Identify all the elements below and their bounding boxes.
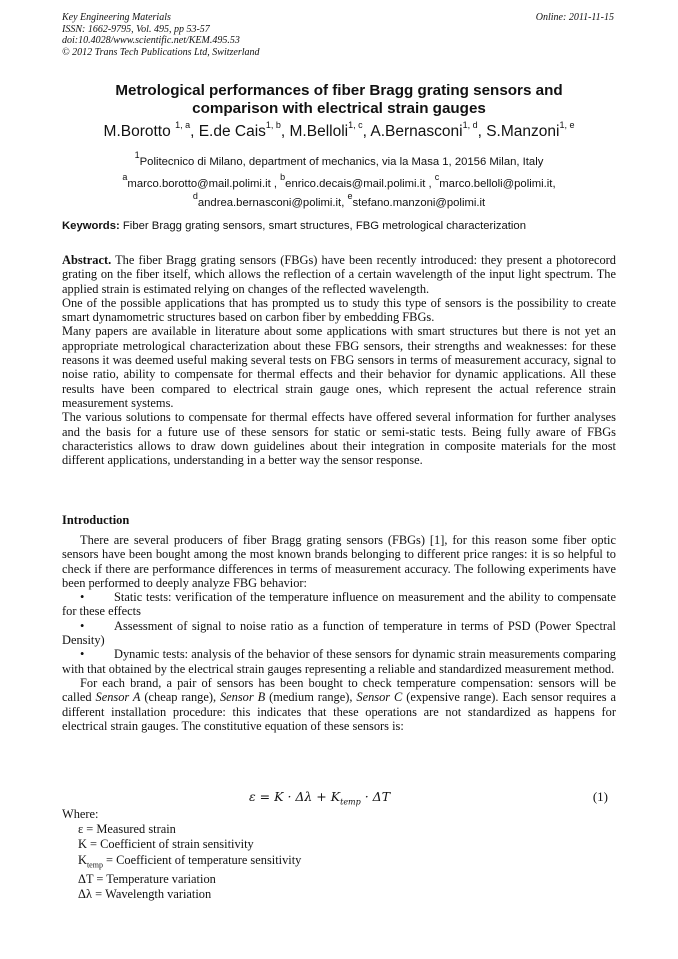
- sensor-c: Sensor C: [356, 690, 403, 705]
- author-sup: 1, b: [265, 120, 281, 130]
- email: marco.belloli@polimi.it,: [439, 177, 556, 190]
- equation-number: (1): [592, 789, 608, 804]
- paper-title: [62, 82, 616, 118]
- formula-main: ε = K · Δλ + K: [249, 789, 341, 804]
- definition: ΔT = Temperature variation: [78, 872, 216, 887]
- email-list: [62, 172, 616, 210]
- author-sup: 1, d: [462, 120, 478, 130]
- bullet-text: Static tests: verification of the temperature influence on measurement and the ability to compensate for these effects: [62, 590, 616, 619]
- text: (cheap range),: [140, 690, 220, 705]
- author: M.Borotto: [103, 123, 171, 141]
- bullet-item: • Dynamic tests: analysis of the behavior of these sensors for dynamic strain measurements comparing with that obtained by the electrical strain gauges representing a reliable and standardized measurement method.: [62, 647, 616, 676]
- email-sup: b: [280, 172, 286, 182]
- definition: K = Coefficient of strain sensitivity: [78, 837, 254, 852]
- definition: ε = Measured strain: [78, 822, 176, 837]
- email-sup: d: [192, 190, 198, 201]
- author-sup: 1, e: [559, 120, 575, 130]
- abstract-p4: The various solutions to compensate for thermal effects have offered several information for further analyses and the basis for a future use of these sensors for static or semi-static tests. Being fully aware of FBGs characteristics allows to draw down guidelines about their integration in composite materials for the most different applications, understanding in a better way the sensor response.: [62, 410, 616, 468]
- affiliation: [62, 150, 616, 169]
- bullet-text: Assessment of signal to noise ratio as a function of temperature in terms of PSD (Power Spectral Density): [62, 618, 616, 648]
- equation-formula: [249, 789, 390, 807]
- author: , M.Belloli: [280, 123, 349, 141]
- journal-header: [62, 12, 260, 58]
- text: For each brand, a pair of sensors has been bought to check temperature compensation: sensors will be called: [62, 675, 616, 705]
- doi: doi:10.4028/www.scientific.net/KEM.495.53: [62, 35, 240, 46]
- intro-p1: There are several producers of fiber Bragg grating sensors (FBGs) [1], for this reason some fiber optic sensors have been bought among the most known brands belonging to different price ranges: it is so helpful to check if there are performance differences in terms of measurement accuracy. The following experiments have been performed to deeply analyze FBG behavior:: [62, 533, 616, 590]
- copyright: © 2012 Trans Tech Publications Ltd, Switzerland: [62, 46, 260, 58]
- keywords-label: Keywords:: [62, 220, 120, 232]
- email-sup: e: [347, 190, 353, 201]
- bullet-text: Dynamic tests: analysis of the behavior of these sensors for dynamic strain measurements comparing with that obtained by the electrical strain gauges representing a reliable and standardized measurement method.: [62, 647, 616, 676]
- author: , S.Manzoni: [477, 123, 560, 141]
- abstract-label: Abstract.: [62, 253, 112, 267]
- abstract-p2: One of the possible applications that has prompted us to study this type of sensors is the possibility to create smart dynamometric structures based on carbon fiber by embedding FBGs.: [62, 295, 616, 325]
- sensor-a: Sensor A: [95, 690, 141, 705]
- email: marco.borotto@mail.polimi.it ,: [127, 177, 278, 190]
- affiliation-sup: 1: [134, 150, 140, 160]
- abstract: [62, 253, 616, 467]
- affiliation-text: Politecnico di Milano, department of mechanics, via la Masa 1, 20156 Milan, Italy: [139, 155, 544, 168]
- author-sup: 1, c: [348, 120, 363, 130]
- where-label: Where:: [62, 807, 99, 821]
- title-line-1: Metrological performances of fiber Bragg grating sensors and: [115, 82, 563, 99]
- definition: Δλ = Wavelength variation: [78, 887, 212, 902]
- section-heading: Introduction: [62, 513, 130, 527]
- definitions: [62, 807, 301, 903]
- issn: ISSN: 1662-9795, Vol. 495, pp 53-57: [62, 23, 210, 35]
- abstract-p1: The fiber Bragg grating sensors (FBGs) have been recently introduced: they present a photorecord grating on the fiber itself, which allows the reflection of a certain wavelength of the input light spectrum. The applied strain is estimated relying on changes of the reflected wavelength.: [62, 253, 616, 296]
- definition: [62, 853, 301, 873]
- text: (medium range),: [265, 690, 357, 705]
- formula-tail: · ΔT: [360, 789, 391, 804]
- introduction-body: [62, 533, 616, 733]
- text: (expensive range). Each sensor requires a different installation procedure: this indicates that these operations are not standardized as happens for electrical strain gauges. The constitutive equation of these sensors is:: [62, 690, 616, 733]
- online-date: Online: 2011-11-15: [535, 12, 614, 23]
- email: andrea.bernasconi@polimi.it,: [197, 196, 348, 209]
- email-sup: c: [434, 172, 440, 182]
- bullet-item: • Assessment of signal to noise ratio as a function of temperature in terms of PSD (Power Spectral Density): [62, 618, 616, 648]
- def-symbol: K: [78, 852, 87, 867]
- abstract-p3: Many papers are available in literature about some applications with smart structures but there is not yet an appropriate metrological characterization about these FBG sensors, their strengths and weaknesses: for these reasons it was deemed useful making several tests on FBG sensors in terms of measurement accuracy, signal to noise ratio, ability to compensate for thermal effects and their behavior for dynamic applications. All these results have been compared to electrical strain gauge ones, which represent the actual reference strain measurement systems.: [62, 324, 616, 410]
- def-text: = Coefficient of temperature sensitivity: [102, 852, 302, 867]
- journal-name: Key Engineering Materials: [62, 12, 171, 23]
- bullet-item: • Static tests: verification of the temperature influence on measurement and the ability to compensate for these effects: [62, 590, 616, 619]
- keywords: [62, 220, 616, 232]
- email: stefano.manzoni@polimi.it: [352, 196, 486, 209]
- email: enrico.decais@mail.polimi.it ,: [285, 177, 435, 190]
- sensor-b: Sensor B: [219, 690, 266, 705]
- author: , A.Bernasconi: [362, 123, 463, 141]
- formula-sub: temp: [340, 797, 361, 807]
- title-line-2: comparison with electrical strain gauges: [192, 100, 486, 117]
- def-sub: temp: [86, 860, 103, 870]
- author-list: [40, 122, 638, 141]
- keywords-text: Fiber Bragg grating sensors, smart structures, FBG metrological characterization: [119, 220, 526, 232]
- author: , E.de Cais: [190, 123, 266, 141]
- author-sup: 1, a: [175, 120, 191, 130]
- email-sup: a: [122, 172, 128, 182]
- intro-p2: [62, 676, 616, 733]
